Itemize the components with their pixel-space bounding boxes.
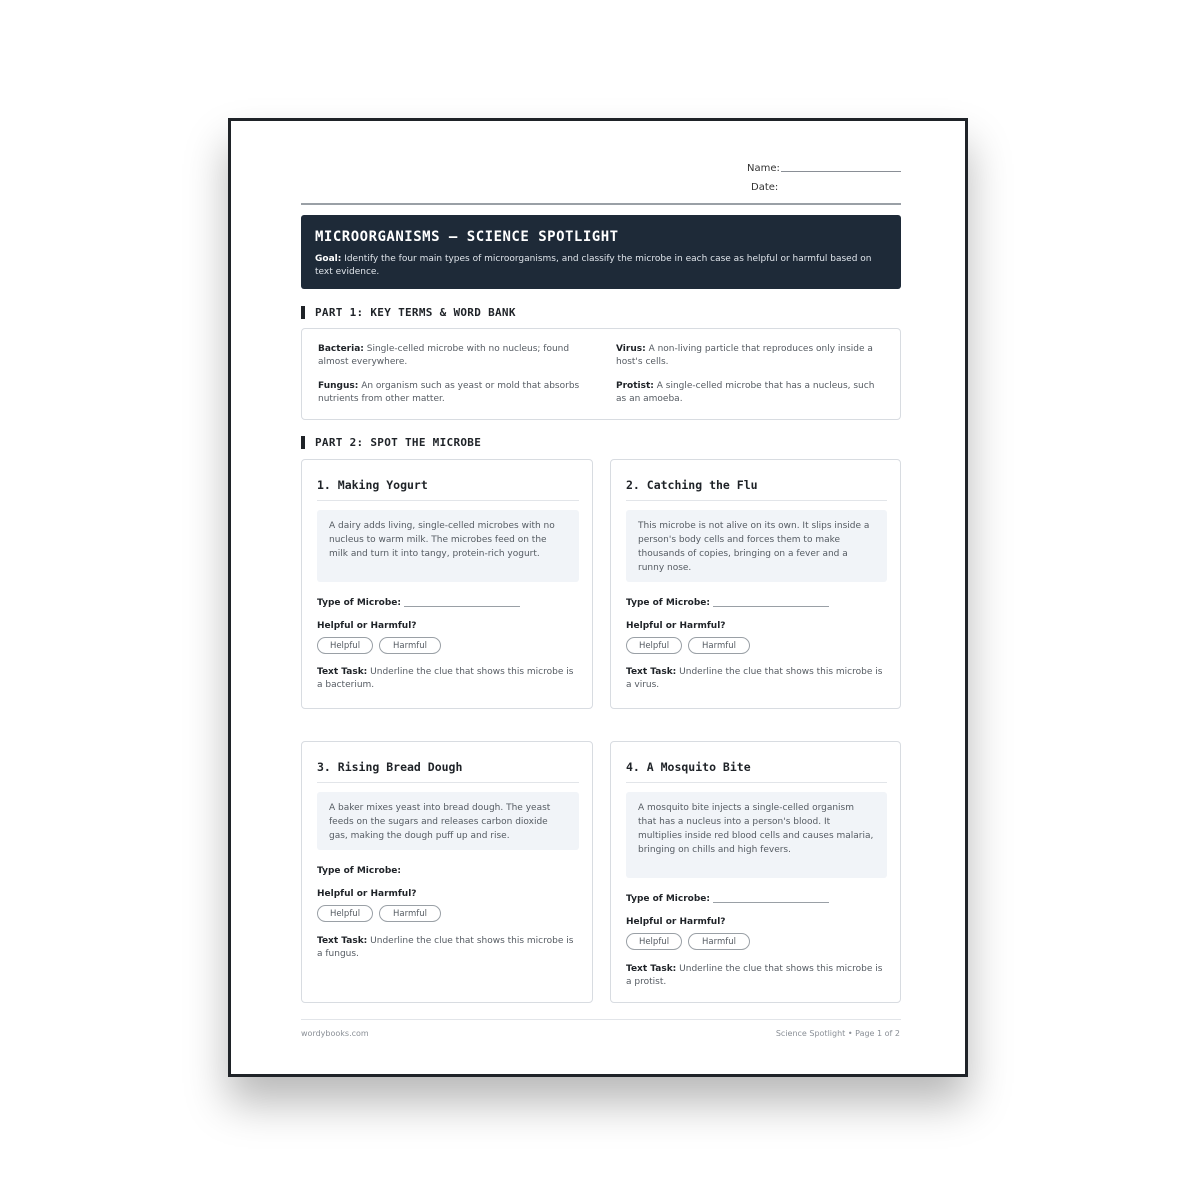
- name-field[interactable]: [781, 165, 901, 172]
- footer-site: wordybooks.com: [301, 1029, 369, 1038]
- term-definition: Single-celled microbe with no nucleus; found almost everywhere.: [318, 344, 570, 367]
- type-label: Type of Microbe:: [626, 598, 710, 608]
- scenario-card-3: [301, 741, 593, 1003]
- card-passage: A mosquito bite injects a single-celled organism that has a nucleus into a person's blood. It multiplies inside red blood cells and causes malaria, bringing on chills and high fevers.: [626, 792, 887, 878]
- text-task: [317, 666, 581, 692]
- helpful-option[interactable]: Helpful: [317, 905, 373, 922]
- task-label: Text Task:: [626, 964, 677, 974]
- task-label: Text Task:: [317, 936, 368, 946]
- helpful-harmful-label: Helpful or Harmful?: [626, 621, 726, 631]
- term-definition: A single-celled microbe that has a nucleus, such as an amoeba.: [616, 381, 875, 404]
- footer-page-info: Science Spotlight • Page 1 of 2: [775, 1029, 900, 1038]
- card-divider: [626, 500, 887, 501]
- term-virus: [616, 343, 886, 369]
- helpful-option[interactable]: Helpful: [317, 637, 373, 654]
- goal-text: [315, 253, 887, 279]
- helpful-option[interactable]: Helpful: [626, 637, 682, 654]
- type-label: Type of Microbe:: [317, 598, 401, 608]
- helpful-harmful-label: Helpful or Harmful?: [317, 621, 417, 631]
- card-divider: [317, 500, 579, 501]
- type-answer-field[interactable]: [404, 596, 520, 607]
- term-bacteria: [318, 343, 580, 369]
- goal-body: Identify the four main types of microorganisms, and classify the microbe in each case as helpful or harmful based on text evidence.: [315, 254, 872, 277]
- part2-heading: PART 2: SPOT THE MICROBE: [301, 436, 481, 449]
- term-fungus: [318, 380, 580, 406]
- name-label: Name:: [747, 163, 780, 174]
- card-passage: This microbe is not alive on its own. It slips inside a person's body cells and forces them to make thousands of copies, bringing on a fever and a runny nose.: [626, 510, 887, 582]
- text-task: [626, 963, 889, 989]
- part1-heading: PART 1: KEY TERMS & WORD BANK: [301, 306, 516, 319]
- word-bank-box: [301, 328, 901, 420]
- term-protist: [616, 380, 886, 406]
- type-label: Type of Microbe:: [317, 866, 401, 876]
- type-answer-field[interactable]: [713, 596, 829, 607]
- card-passage: A dairy adds living, single-celled microbes with no nucleus to warm milk. The microbes feed on the milk and turn it into tangy, protein-rich yogurt.: [317, 510, 579, 582]
- task-body: Underline the clue that shows this microbe is a fungus.: [317, 936, 574, 959]
- scenario-card-2: [610, 459, 901, 709]
- task-label: Text Task:: [626, 667, 677, 677]
- card-title: 3. Rising Bread Dough: [317, 760, 463, 774]
- term-definition: An organism such as yeast or mold that absorbs nutrients from other matter.: [318, 381, 580, 404]
- goal-label: Goal:: [315, 254, 342, 264]
- type-answer-field[interactable]: [713, 892, 829, 903]
- title-banner: [301, 215, 901, 289]
- task-label: Text Task:: [317, 667, 368, 677]
- card-divider: [626, 782, 887, 783]
- scenario-card-4: [610, 741, 901, 1003]
- helpful-harmful-label: Helpful or Harmful?: [317, 889, 417, 899]
- card-passage: A baker mixes yeast into bread dough. The yeast feeds on the sugars and releases carbon dioxide gas, making the dough puff up and rise.: [317, 792, 579, 850]
- task-body: Underline the clue that shows this microbe is a bacterium.: [317, 667, 574, 690]
- term-name: Fungus:: [318, 381, 359, 391]
- task-body: Underline the clue that shows this microbe is a virus.: [626, 667, 883, 690]
- footer-rule: [301, 1019, 901, 1020]
- helpful-option[interactable]: Helpful: [626, 933, 682, 950]
- card-title: 4. A Mosquito Bite: [626, 760, 751, 774]
- term-name: Virus:: [616, 344, 646, 354]
- task-body: Underline the clue that shows this microbe is a protist.: [626, 964, 883, 987]
- card-title: 2. Catching the Flu: [626, 478, 758, 492]
- term-name: Bacteria:: [318, 344, 364, 354]
- scenario-card-1: [301, 459, 593, 709]
- header-rule: [301, 203, 901, 205]
- card-divider: [317, 782, 579, 783]
- harmful-option[interactable]: Harmful: [379, 637, 441, 654]
- date-label: Date:: [751, 182, 779, 193]
- harmful-option[interactable]: Harmful: [688, 933, 750, 950]
- helpful-harmful-label: Helpful or Harmful?: [626, 917, 726, 927]
- type-label: Type of Microbe:: [626, 894, 710, 904]
- card-title: 1. Making Yogurt: [317, 478, 428, 492]
- term-definition: A non-living particle that reproduces only inside a host's cells.: [616, 344, 873, 367]
- worksheet-title: MICROORGANISMS — SCIENCE SPOTLIGHT: [315, 229, 619, 245]
- worksheet-page: [228, 118, 968, 1077]
- text-task: [626, 666, 889, 692]
- harmful-option[interactable]: Harmful: [688, 637, 750, 654]
- text-task: [317, 935, 581, 961]
- harmful-option[interactable]: Harmful: [379, 905, 441, 922]
- term-name: Protist:: [616, 381, 654, 391]
